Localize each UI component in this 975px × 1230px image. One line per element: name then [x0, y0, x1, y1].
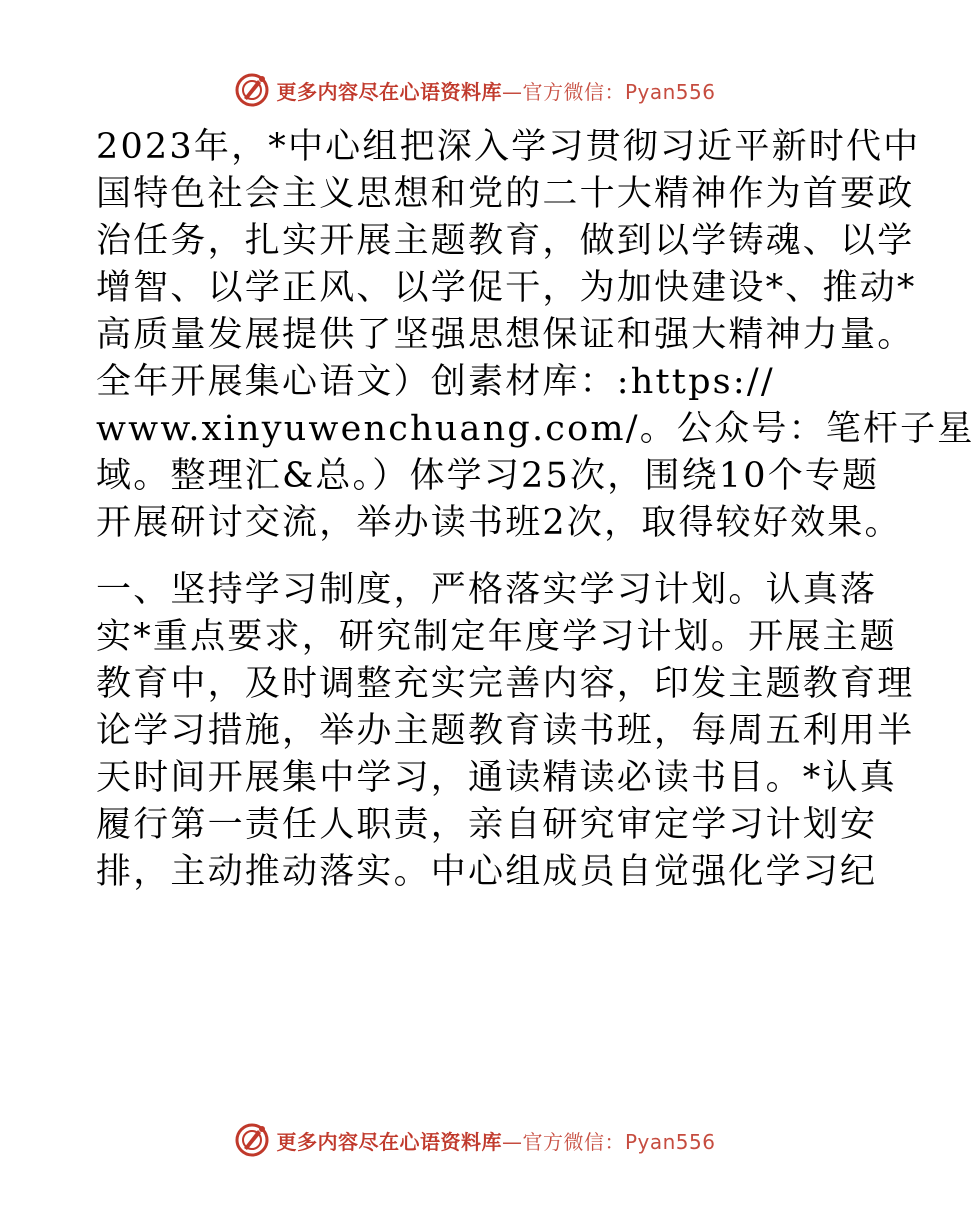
text-line: 天时间开展集中学习，通读精读必读书目。*认真	[96, 758, 897, 798]
text-line: 域。整理汇&总。）体学习25次，围绕10个专题	[96, 456, 880, 496]
paragraph-2	[96, 567, 915, 896]
text-line: 排，主动推动落实。中心组成员自觉强化学习纪	[96, 852, 878, 892]
header-banner-text	[276, 76, 715, 105]
footer-banner-text	[276, 1126, 715, 1155]
text-line: 履行第一责任人职责，亲自研究审定学习计划安	[96, 805, 878, 845]
text-line: 全年开展集心语文）创素材库：:https://	[96, 362, 775, 402]
text-line: 增智、以学正风、以学促干，为加快建设*、推动*	[96, 268, 917, 308]
document-body	[96, 124, 975, 916]
header-brand: 更多内容尽在心语资料库	[276, 79, 502, 104]
text-line: 高质量发展提供了坚强思想保证和强大精神力量。	[96, 315, 915, 355]
text-line: 开展研讨交流，举办读书班2次，取得较好效果。	[96, 503, 902, 543]
text-line: 2023年，*中心组把深入学习贯彻习近平新时代中	[96, 127, 921, 167]
text-line: 论学习措施，举办主题教育读书班，每周五利用半	[96, 711, 915, 751]
seal-logo-icon	[234, 72, 270, 108]
footer-banner	[0, 1120, 950, 1160]
header-banner	[0, 70, 950, 110]
footer-contact: —官方微信：Pyan556	[501, 1129, 716, 1154]
footer-brand: 更多内容尽在心语资料库	[276, 1129, 502, 1154]
text-line: 治任务，扎实开展主题教育，做到以学铸魂、以学	[96, 221, 915, 261]
seal-logo-icon	[234, 1122, 270, 1158]
text-line: www.xinyuwenchuang.com/。公众号：笔杆子星	[96, 409, 975, 449]
text-line: 教育中，及时调整充实完善内容，印发主题教育理	[96, 664, 915, 704]
text-line: 一、坚持学习制度，严格落实学习计划。认真落	[96, 570, 878, 610]
text-line: 国特色社会主义思想和党的二十大精神作为首要政	[96, 174, 915, 214]
paragraph-1	[96, 124, 975, 547]
text-line: 实*重点要求，研究制定年度学习计划。开展主题	[96, 617, 897, 657]
header-contact: —官方微信：Pyan556	[501, 79, 716, 104]
